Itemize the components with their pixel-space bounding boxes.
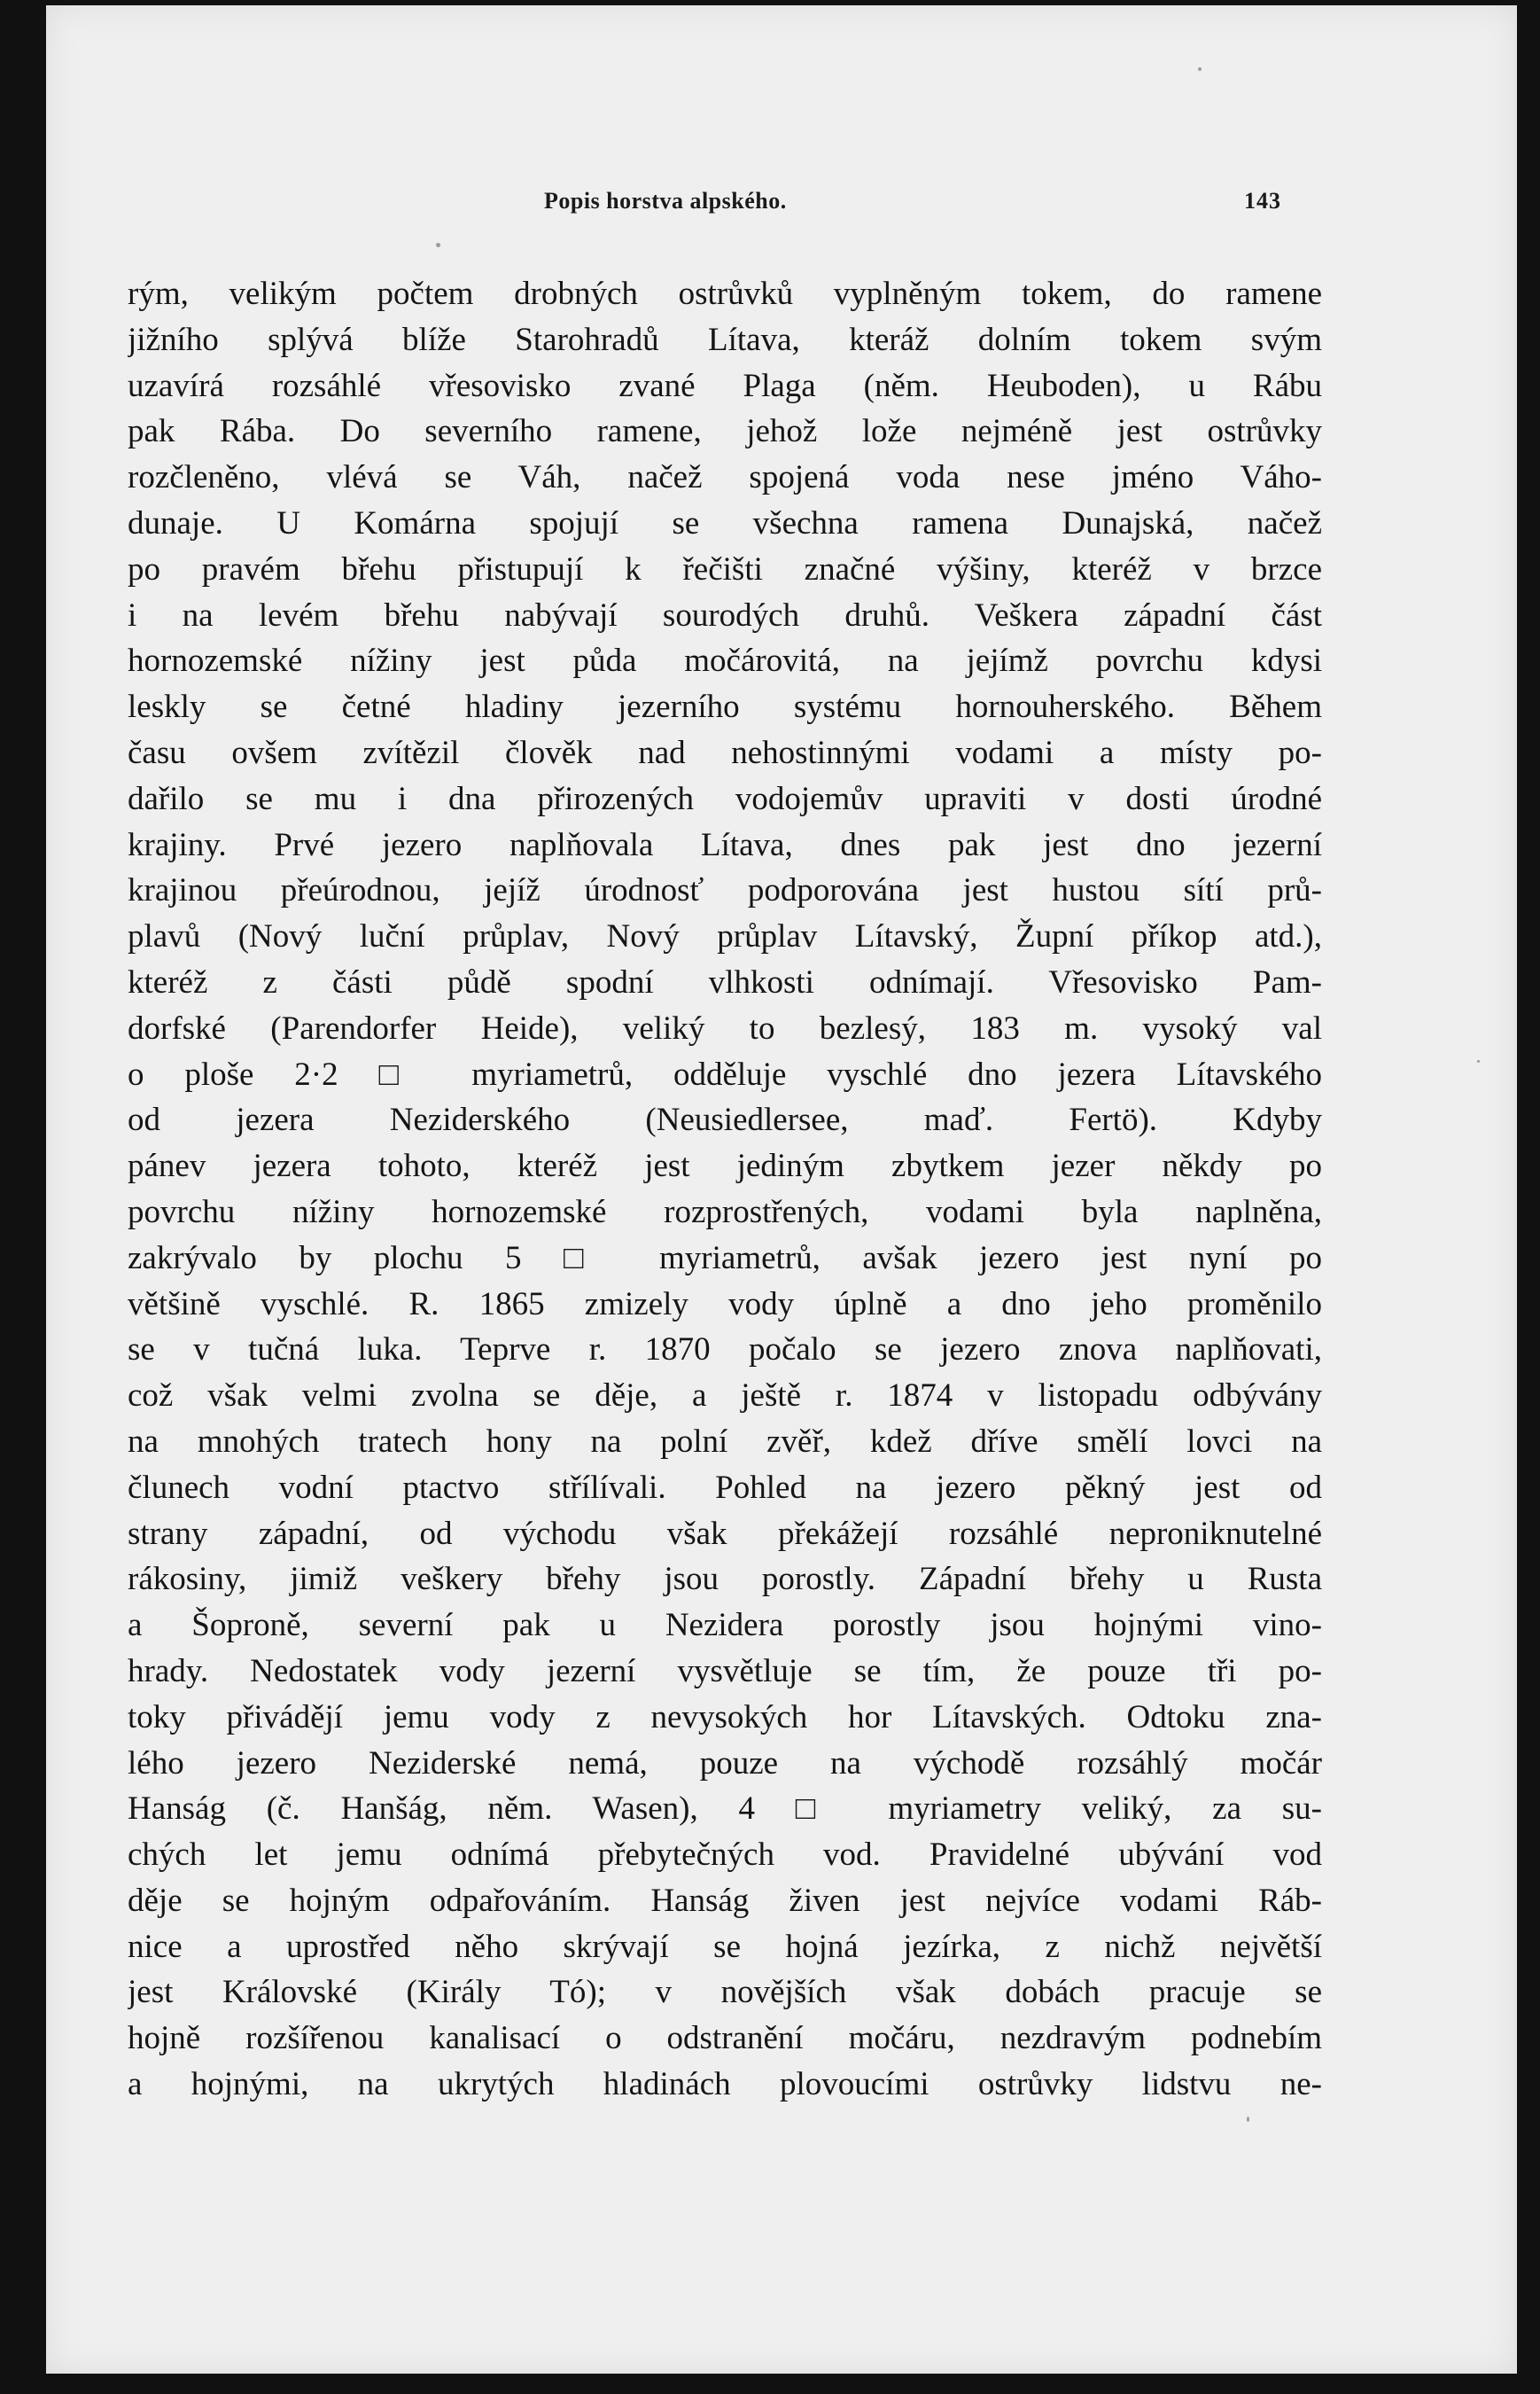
text-line: uzavírá rozsáhlé vřesovisko zvané Plaga (něm. Heuboden), u Rábu: [128, 367, 1322, 404]
text-line: pak Rába. Do severního ramene, jehož lože nejméně jest ostrůvky: [128, 413, 1322, 450]
text-line: většině vyschlé. R. 1865 zmizely vody úplně a dno jeho proměnilo: [128, 1285, 1322, 1322]
text-line: chých let jemu odnímá přebytečných vod. Pravidelné ubývání vod: [128, 1836, 1322, 1874]
text-line: jest Královské (Király Tó); v novějších však dobách pracuje se: [128, 1974, 1322, 2011]
scan-speck: [1477, 1060, 1480, 1063]
running-head: [46, 188, 1517, 223]
text-line: krajinou přeúrodnou, jejíž úrodnosť podporována jest hustou sítí prů-: [128, 872, 1322, 909]
text-line: povrchu nížiny hornozemské rozprostřených, vodami byla naplněna,: [128, 1193, 1322, 1230]
text-line: a hojnými, na ukrytých hladinách plovoucími ostrůvky lidstvu ne-: [128, 2066, 1322, 2103]
text-line: plavů (Nový luční průplav, Nový průplav Lítavský, Župní příkop atd.),: [128, 918, 1322, 955]
text-line: pánev jezera tohoto, kteréž jest jediným zbytkem jezer někdy po: [128, 1148, 1322, 1185]
text-line: toky přivádějí jemu vody z nevysokých hor Lítavských. Odtoku zna-: [128, 1698, 1322, 1735]
text-line: času ovšem zvítězil člověk nad nehostinnými vodami a místy po-: [128, 734, 1322, 771]
text-line: dunaje. U Komárna spojují se všechna ramena Dunajská, načež: [128, 504, 1322, 542]
text-line: od jezera Neziderského (Neusiedlersee, maď. Fertö). Kdyby: [128, 1102, 1322, 1139]
text-line: po pravém břehu přistupují k řečišti značné výšiny, kteréž v brzce: [128, 550, 1322, 588]
text-line: člunech vodní ptactvo střílívali. Pohled na jezero pěkný jest od: [128, 1469, 1322, 1506]
text-line: rozčleněno, vlévá se Váh, načež spojená voda nese jméno Váho-: [128, 459, 1322, 496]
text-line: rým, velikým počtem drobných ostrůvků vyplněným tokem, do ramene: [128, 276, 1322, 312]
text-line: hrady. Nedostatek vody jezerní vysvětluje se tím, že pouze tři po-: [128, 1652, 1322, 1689]
text-line: dorfské (Parendorfer Heide), veliký to bezlesý, 183 m. vysoký val: [128, 1010, 1322, 1047]
text-line: kteréž z části půdě spodní vlhkosti odnímají. Vřesovisko Pam-: [128, 963, 1322, 1001]
text-line: rákosiny, jimiž veškery břehy jsou porostly. Západní břehy u Rusta: [128, 1561, 1322, 1598]
text-line: leskly se četné hladiny jezerního systému hornouherského. Během: [128, 689, 1322, 726]
scan-speck: [1247, 2117, 1249, 2122]
text-line: Hanság (č. Hanšág, něm. Wasen), 4 □ myriametry veliký, za su-: [128, 1790, 1322, 1828]
running-title: Popis horstva alpského.: [544, 188, 787, 214]
text-line: zakrývalo by plochu 5 □ myriametrů, avšak jezero jest nyní po: [128, 1239, 1322, 1276]
book-page: [46, 5, 1517, 2374]
text-line: a Šoproně, severní pak u Nezidera porostly jsou hojnými vino-: [128, 1607, 1322, 1644]
text-line: o ploše 2·2 □ myriametrů, odděluje vyschlé dno jezera Lítavského: [128, 1056, 1322, 1093]
text-line: hojně rozšířenou kanalisací o odstranění močáru, nezdravým podnebím: [128, 2020, 1322, 2057]
text-line: nice a uprostřed něho skrývají se hojná jezírka, z nichž největší: [128, 1928, 1322, 1965]
text-line: hornozemské nížiny jest půda močárovitá, na jejímž povrchu kdysi: [128, 643, 1322, 680]
scan-speck: [436, 243, 440, 247]
text-line: dařilo se mu i dna přirozených vodojemův upraviti v dosti úrodné: [128, 780, 1322, 817]
text-line: což však velmi zvolna se děje, a ještě r. 1874 v listopadu odbývány: [128, 1377, 1322, 1415]
text-line: na mnohých tratech hony na polní zvěř, kdež dříve smělí lovci na: [128, 1423, 1322, 1460]
text-line: jižního splývá blíže Starohradů Lítava, kteráž dolním tokem svým: [128, 321, 1322, 358]
text-line: lého jezero Neziderské nemá, pouze na východě rozsáhlý močár: [128, 1744, 1322, 1782]
text-line: se v tučná luka. Teprve r. 1870 počalo se jezero znova naplňovati,: [128, 1331, 1322, 1369]
body-text: [128, 271, 1322, 2108]
text-line: krajiny. Prvé jezero naplňovala Lítava, dnes pak jest dno jezerní: [128, 826, 1322, 863]
text-line: i na levém břehu nabývají sourodých druhů. Veškera západní část: [128, 597, 1322, 634]
page-number: 143: [1244, 188, 1281, 214]
text-line: děje se hojným odpařováním. Hanság živen jest nejvíce vodami Ráb-: [128, 1882, 1322, 1919]
scan-speck: [1198, 67, 1202, 71]
text-line: strany západní, od východu však překážejí rozsáhlé neproniknutelné: [128, 1515, 1322, 1552]
